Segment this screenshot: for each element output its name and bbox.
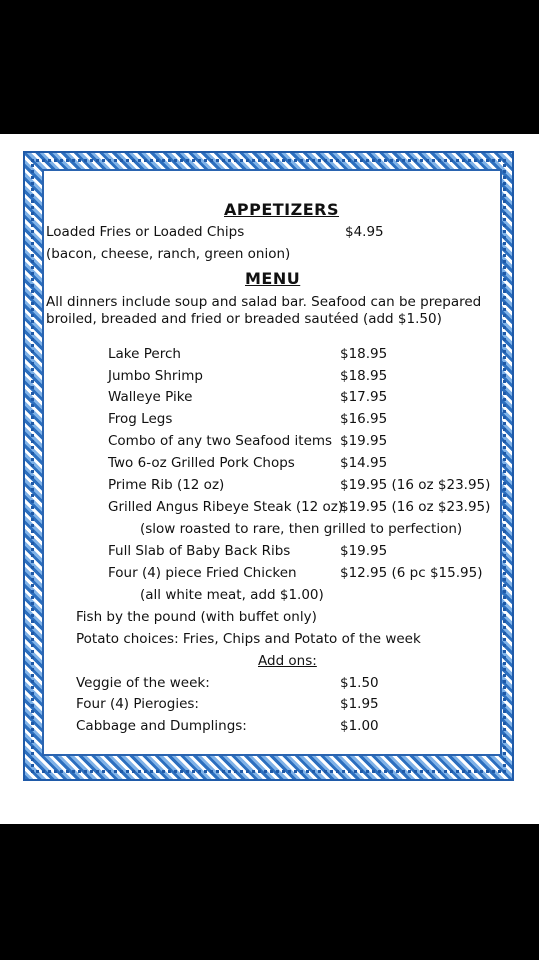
menu-item-price: $19.95 xyxy=(340,433,388,449)
appetizers-heading: APPETIZERS xyxy=(224,200,340,219)
menu-item-price: $18.95 xyxy=(340,346,388,362)
addon-item-name: Cabbage and Dumplings: xyxy=(76,718,247,734)
chicken-note: (all white meat, add $1.00) xyxy=(140,587,324,603)
menu-intro-line2: broiled, breaded and fried or breaded sautéed (add $1.50) xyxy=(46,311,442,327)
menu-item-name: Lake Perch xyxy=(108,346,181,362)
menu-item-name: Prime Rib (12 oz) xyxy=(108,477,225,493)
menu-item-name: Combo of any two Seafood items xyxy=(108,433,333,449)
appetizer-item-name: Loaded Fries or Loaded Chips xyxy=(46,224,245,240)
menu-item-name: Grilled Angus Ribeye Steak (12 oz) xyxy=(108,499,344,515)
addon-item-name: Four (4) Pierogies: xyxy=(76,696,199,712)
appetizer-item-price: $4.95 xyxy=(345,224,384,240)
menu-item-name: Walleye Pike xyxy=(108,389,193,405)
menu-item-price: $19.95 (16 oz $23.95) xyxy=(340,499,491,515)
menu-item-name: Full Slab of Baby Back Ribs xyxy=(108,543,291,559)
menu-item-price: $14.95 xyxy=(340,455,388,471)
potato-line: Potato choices: Fries, Chips and Potato of the week xyxy=(76,631,421,647)
addon-item-price: $1.50 xyxy=(340,675,379,691)
menu-item-name: Four (4) piece Fried Chicken xyxy=(108,565,297,581)
addons-heading: Add ons: xyxy=(258,653,317,669)
addon-item-name: Veggie of the week: xyxy=(76,675,210,691)
appetizer-item-note: (bacon, cheese, ranch, green onion) xyxy=(46,246,291,262)
menu-item-price: $19.95 (16 oz $23.95) xyxy=(340,477,491,493)
menu-item-price: $18.95 xyxy=(340,368,388,384)
menu-item-price: $17.95 xyxy=(340,389,388,405)
menu-intro-line1: All dinners include soup and salad bar. Seafood can be prepared xyxy=(46,294,482,310)
ribeye-note: (slow roasted to rare, then grilled to perfection) xyxy=(140,521,463,537)
addon-item-price: $1.95 xyxy=(340,696,379,712)
menu-item-name: Jumbo Shrimp xyxy=(108,368,203,384)
menu-heading: MENU xyxy=(245,269,301,288)
menu-item-price: $12.95 (6 pc $15.95) xyxy=(340,565,483,581)
menu-item-price: $19.95 xyxy=(340,543,388,559)
menu-item-name: Frog Legs xyxy=(108,411,173,427)
addon-item-price: $1.00 xyxy=(340,718,379,734)
fish-line: Fish by the pound (with buffet only) xyxy=(76,609,317,625)
menu-item-name: Two 6-oz Grilled Pork Chops xyxy=(108,455,295,471)
menu-item-price: $16.95 xyxy=(340,411,388,427)
